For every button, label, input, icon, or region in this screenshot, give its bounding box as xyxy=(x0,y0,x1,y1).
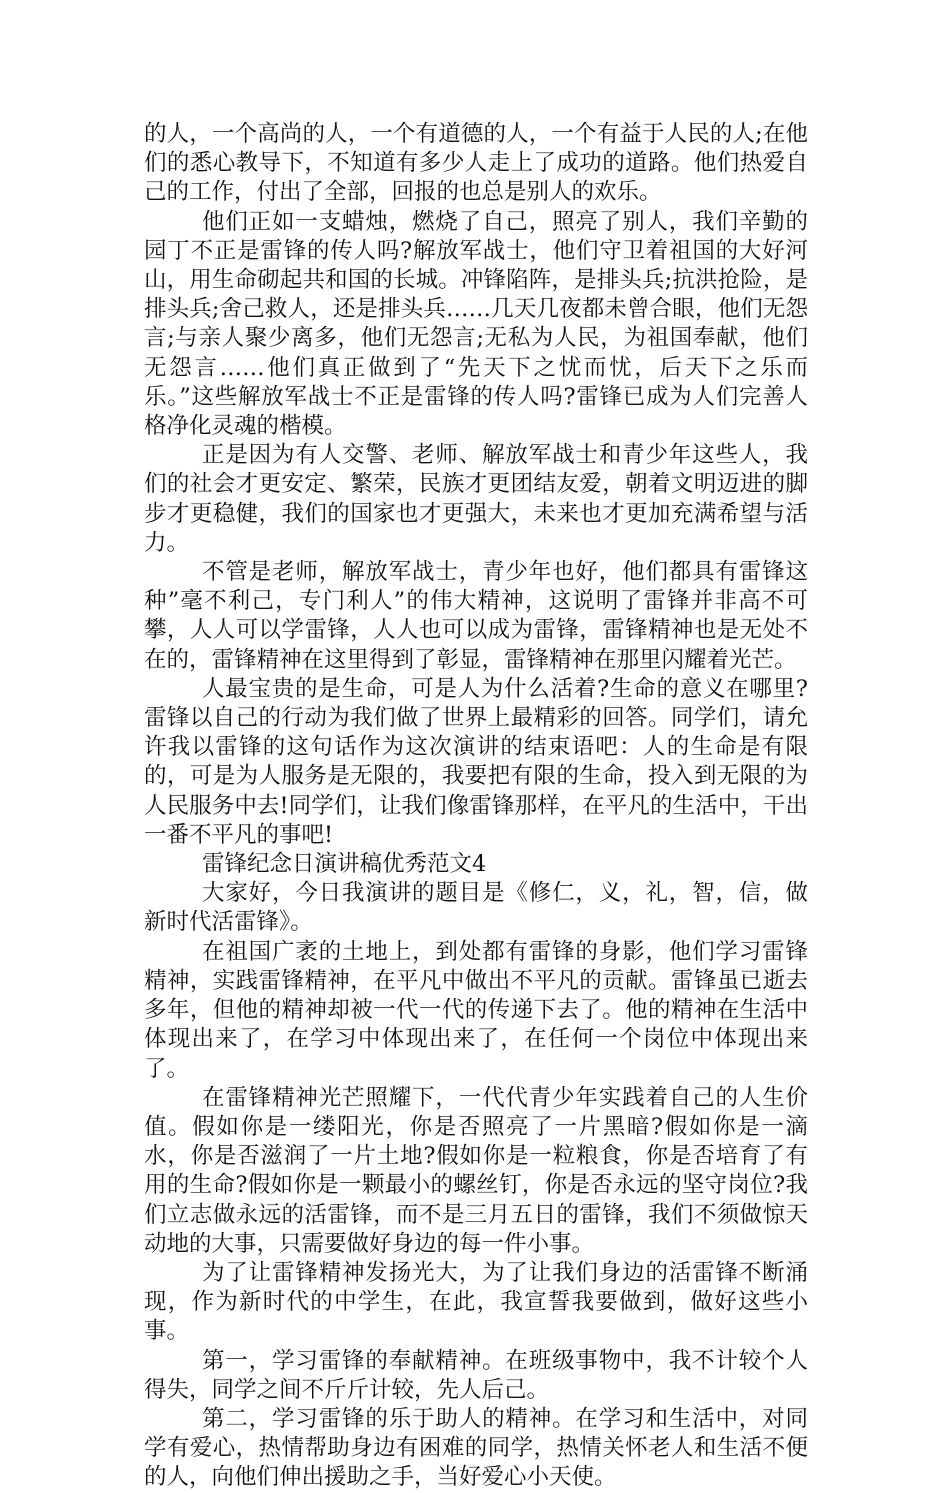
paragraph-second: 第二，学习雷锋的乐于助人的精神。在学习和生活中，对同学有爱心，热情帮助身边有困难的同学，热情关怀老人和生活不便的人，向他们伸出援助之手，当好爱心小天使。 xyxy=(144,1405,808,1491)
section-heading: 雷锋纪念日演讲稿优秀范文4 xyxy=(202,851,487,878)
paragraph-first: 第一，学习雷锋的奉献精神。在班级事物中，我不计较个人得失，同学之间不斤斤计较，先人后己。 xyxy=(144,1347,808,1403)
paragraph-continuation: 的人，一个高尚的人，一个有道德的人，一个有益于人民的人;在他们的悉心教导下，不知道有多少人走上了成功的道路。他们热爱自己的工作，付出了全部，回报的也总是别人的欢乐。 xyxy=(144,121,808,206)
paragraph-greeting: 大家好，今日我演讲的题目是《修仁，义，礼，智，信，做新时代活雷锋》。 xyxy=(144,880,808,936)
paragraph-pledge: 为了让雷锋精神发扬光大，为了让我们身边的活雷锋不断涌现，作为新时代的中学生，在此，我宣誓我要做到，做好这些小事。 xyxy=(144,1259,808,1345)
paragraph-candle: 他们正如一支蜡烛，燃烧了自己，照亮了别人，我们辛勤的园丁不正是雷锋的传人吗?解放军战士，他们守卫着祖国的大好河山，用生命砌起共和国的长城。冲锋陷阵，是排头兵;抗洪抢险，是排头兵;舍己救人，还是排头兵……几天几夜都未曾合眼，他们无怨言;与亲人聚少离多，他们无怨言;无私为人民，为祖国奉献，他们无怨言……他们真正做到了“先天下之忧而忧，后天下之乐而乐。”这些解放军战士不正是雷锋的传人吗?雷锋已成为人们完善人格净化灵魂的楷模。 xyxy=(144,208,808,440)
paragraph-youth: 在雷锋精神光芒照耀下，一代代青少年实践着自己的人生价值。假如你是一缕阳光，你是否照亮了一片黑暗?假如你是一滴水，你是否滋润了一片土地?假如你是一粒粮食，你是否培育了有用的生命?假如你是一颗最小的螺丝钉，你是否永远的坚守岗位?我们立志做永远的活雷锋，而不是三月五日的雷锋，我们不须做惊天动地的大事，只需要做好身边的每一件小事。 xyxy=(144,1084,808,1257)
paragraph-motherland: 在祖国广袤的土地上，到处都有雷锋的身影，他们学习雷锋精神，实践雷锋精神，在平凡中做出不平凡的贡献。雷锋虽已逝去多年，但他的精神却被一代一代的传递下去了。他的精神在生活中体现出来了，在学习中体现出来了，在任何一个岗位中体现出来了。 xyxy=(144,938,808,1082)
paragraph-conclusion: 人最宝贵的是生命，可是人为什么活着?生命的意义在哪里?雷锋以自己的行动为我们做了世界上最精彩的回答。同学们，请允许我以雷锋的这句话作为这次演讲的结束语吧：人的生命是有限的，可是为人服务是无限的，我要把有限的生命，投入到无限的为人民服务中去!同学们，让我们像雷锋那样，在平凡的生活中，干出一番不平凡的事吧! xyxy=(144,675,808,848)
paragraph-spirit: 不管是老师，解放军战士，青少年也好，他们都具有雷锋这种”毫不利己，专门利人”的伟大精神，这说明了雷锋并非高不可攀，人人可以学雷锋，人人也可以成为雷锋，雷锋精神也是无处不在的，雷锋精神在这里得到了彰显，雷锋精神在那里闪耀着光芒。 xyxy=(144,559,808,673)
paragraph-society: 正是因为有人交警、老师、解放军战士和青少年这些人，我们的社会才更安定、繁荣，民族才更团结友爱，朝着文明迈进的脚步才更稳健，我们的国家也才更强大，未来也才更加充满希望与活力。 xyxy=(144,442,808,556)
document-page xyxy=(144,120,808,1493)
